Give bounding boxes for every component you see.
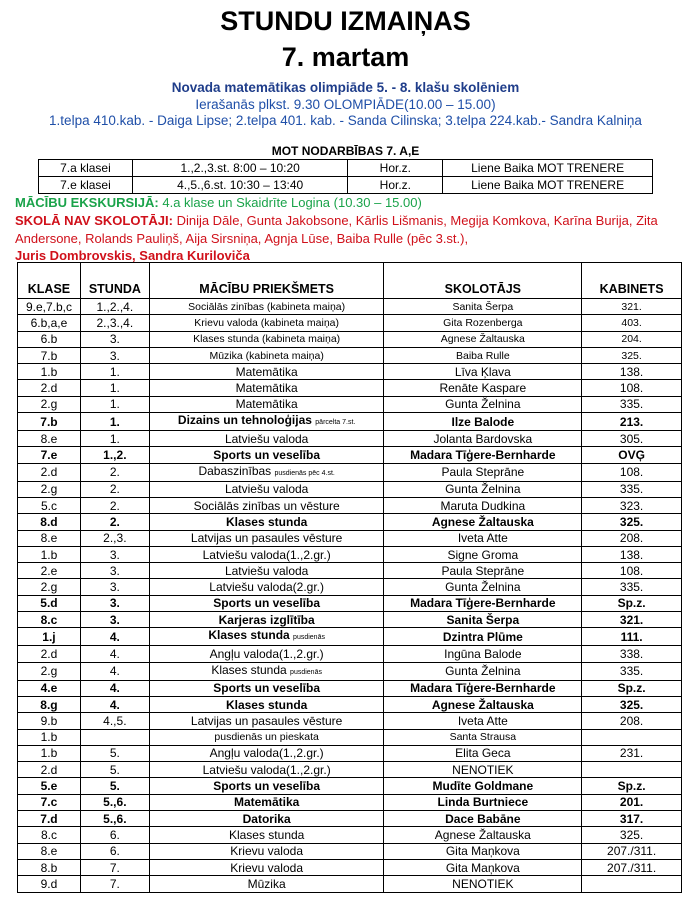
cell-subject <box>149 463 384 481</box>
cell-lesson: 7. <box>80 859 149 875</box>
subject-text: Matemātika <box>235 397 298 412</box>
table-row <box>18 347 682 363</box>
page-date: 7. martam <box>281 42 410 72</box>
cell-class: 2.d <box>18 463 81 481</box>
cell-subject <box>149 481 384 497</box>
table-row <box>18 413 682 431</box>
cell-teacher: Renāte Kaspare <box>384 380 582 396</box>
cell-lesson: 2.,3.,4. <box>80 315 149 331</box>
cell-subject <box>149 778 384 794</box>
cell-subject <box>149 713 384 729</box>
cell-subject <box>149 514 384 530</box>
cell-class: 7.d <box>18 811 81 827</box>
cell-lesson: 2. <box>80 463 149 481</box>
subject-text: Latvijas un pasaules vēsture <box>190 531 343 546</box>
cell-room: 207./311. <box>582 859 682 875</box>
cell-room: 338. <box>582 646 682 662</box>
cell-lesson: 6. <box>80 843 149 859</box>
cell-subject <box>149 680 384 696</box>
table-row <box>18 481 682 497</box>
cell-room: 335. <box>582 396 682 412</box>
cell-class: 1.b <box>18 729 81 745</box>
cell-teacher: Ilze Balode <box>384 413 582 431</box>
cell-subject <box>149 762 384 778</box>
subject-text: Sports un veselība <box>213 448 320 463</box>
subject-text: Krievu valoda <box>230 844 303 859</box>
cell-teacher: Jolanta Bardovska <box>384 431 582 447</box>
cell-lesson: 5. <box>80 778 149 794</box>
cell-class: 8.c <box>18 612 81 628</box>
cell-subject <box>149 563 384 579</box>
excursion-line <box>15 195 422 210</box>
cell-room: Sp.z. <box>582 680 682 696</box>
cell-class: 2.d <box>18 380 81 396</box>
mot-class: 7.e klasei <box>39 177 133 194</box>
cell-lesson: 7. <box>80 876 149 892</box>
subject-text: Klases stunda <box>208 628 290 643</box>
subject-text: Matemātika <box>235 381 298 396</box>
cell-teacher: Gita Maņkova <box>384 843 582 859</box>
mot-lessons: 4.,5.,6.st. 10:30 – 13:40 <box>132 177 348 194</box>
cell-class: 9.b <box>18 713 81 729</box>
cell-teacher: Ingūna Balode <box>384 646 582 662</box>
table-row <box>18 431 682 447</box>
cell-class: 9.e,7.b,c <box>18 299 81 315</box>
cell-class: 1.b <box>18 546 81 562</box>
cell-class: 7.b <box>18 413 81 431</box>
subject-text: Klases stunda <box>225 514 308 529</box>
header-lesson: STUNDA <box>80 263 149 299</box>
cell-teacher: Paula Steprāne <box>384 563 582 579</box>
cell-lesson: 3. <box>80 579 149 595</box>
table-row <box>18 331 682 347</box>
cell-subject <box>149 347 384 363</box>
mot-row <box>39 177 653 194</box>
cell-lesson: 4. <box>80 662 149 680</box>
absent-teachers <box>15 212 680 265</box>
cell-room: Sp.z. <box>582 778 682 794</box>
cell-subject <box>149 612 384 628</box>
cell-room: 321. <box>582 299 682 315</box>
table-header-row <box>18 263 682 299</box>
subject-text: Klases stunda <box>225 697 308 712</box>
cell-class: 2.g <box>18 662 81 680</box>
cell-subject <box>149 546 384 562</box>
cell-subject <box>149 595 384 611</box>
header-room: KABINETS <box>582 263 682 299</box>
cell-subject <box>149 447 384 463</box>
page-title: STUNDU IZMAIŅAS <box>220 6 471 36</box>
cell-room: 108. <box>582 380 682 396</box>
cell-lesson: 5.,6. <box>80 794 149 810</box>
cell-lesson: 3. <box>80 563 149 579</box>
subject-text: Sports un veselība <box>213 681 320 696</box>
cell-room: Sp.z. <box>582 595 682 611</box>
cell-room: 335. <box>582 481 682 497</box>
subject-text: Matemātika <box>233 795 300 810</box>
cell-lesson: 3. <box>80 612 149 628</box>
cell-room: 108. <box>582 463 682 481</box>
cell-room: 323. <box>582 497 682 513</box>
cell-class: 5.c <box>18 497 81 513</box>
cell-class: 2.e <box>18 563 81 579</box>
table-row <box>18 859 682 875</box>
cell-room: 208. <box>582 713 682 729</box>
cell-subject <box>149 843 384 859</box>
table-row <box>18 299 682 315</box>
cell-lesson: 1. <box>80 364 149 380</box>
cell-subject <box>149 364 384 380</box>
cell-room: 111. <box>582 628 682 646</box>
table-row <box>18 811 682 827</box>
absent-label: SKOLĀ NAV SKOLOTĀJI: <box>15 213 173 228</box>
cell-lesson: 3. <box>80 347 149 363</box>
subject-text: Sports un veselība <box>213 779 320 794</box>
cell-teacher: Santa Strausa <box>384 729 582 745</box>
olympiad-heading: Novada matemātikas olimpiāde 5. - 8. klašu skolēniem <box>171 80 520 95</box>
cell-lesson: 2. <box>80 514 149 530</box>
cell-class: 8.e <box>18 431 81 447</box>
table-row <box>18 579 682 595</box>
mot-table <box>38 159 653 194</box>
cell-teacher: NENOTIEK <box>384 762 582 778</box>
cell-teacher: Madara Tīģere-Bernharde <box>384 447 582 463</box>
header-subject: MĀCĪBU PRIEKŠMETS <box>149 263 384 299</box>
cell-lesson <box>80 729 149 745</box>
table-row <box>18 497 682 513</box>
mot-teacher: Liene Baika MOT TRENERE <box>443 160 653 177</box>
subject-text: Klases stunda <box>211 662 287 677</box>
cell-teacher: Mudīte Goldmane <box>384 778 582 794</box>
table-row <box>18 380 682 396</box>
cell-class: 4.e <box>18 680 81 696</box>
table-row <box>18 628 682 646</box>
cell-room: 335. <box>582 662 682 680</box>
cell-teacher: Maruta Dudkina <box>384 497 582 513</box>
cell-lesson: 1. <box>80 380 149 396</box>
cell-room: 325. <box>582 347 682 363</box>
cell-class: 8.c <box>18 827 81 843</box>
cell-teacher: Agnese Žaltauska <box>384 696 582 712</box>
cell-room <box>582 876 682 892</box>
cell-room: 305. <box>582 431 682 447</box>
cell-class: 6.b,a,e <box>18 315 81 331</box>
cell-teacher: Sanita Šerpa <box>384 612 582 628</box>
cell-room <box>582 729 682 745</box>
cell-class: 9.d <box>18 876 81 892</box>
cell-teacher: Gunta Želnina <box>384 662 582 680</box>
subject-text: Angļu valoda(1.,2.gr.) <box>209 746 324 761</box>
table-row <box>18 396 682 412</box>
cell-lesson: 4. <box>80 680 149 696</box>
table-row <box>18 827 682 843</box>
cell-room: 204. <box>582 331 682 347</box>
cell-room: 207./311. <box>582 843 682 859</box>
table-row <box>18 794 682 810</box>
table-row <box>18 530 682 546</box>
cell-teacher: Baiba Rulle <box>384 347 582 363</box>
cell-subject <box>149 380 384 396</box>
mot-row <box>39 160 653 177</box>
cell-lesson: 1. <box>80 431 149 447</box>
cell-teacher: NENOTIEK <box>384 876 582 892</box>
subject-text: Latviešu valoda(1.,2.gr.) <box>202 547 331 562</box>
cell-subject <box>149 811 384 827</box>
table-row <box>18 364 682 380</box>
cell-lesson: 1.,2.,4. <box>80 299 149 315</box>
cell-teacher: Elita Geca <box>384 745 582 761</box>
cell-room: OVĢ <box>582 447 682 463</box>
subject-text: Karjeras izglītība <box>218 612 315 627</box>
subject-text: pusdienās un pieskata <box>214 731 319 744</box>
subject-text: Krievu valoda <box>230 860 303 875</box>
header-teacher: SKOLOTĀJS <box>384 263 582 299</box>
cell-lesson: 6. <box>80 827 149 843</box>
cell-subject <box>149 859 384 875</box>
cell-subject <box>149 579 384 595</box>
cell-room: 213. <box>582 413 682 431</box>
olympiad-time: Ierašanās plkst. 9.30 OLOMPIĀDE(10.00 – 15.00) <box>195 97 496 112</box>
cell-room: 325. <box>582 514 682 530</box>
cell-subject <box>149 497 384 513</box>
cell-room: 108. <box>582 563 682 579</box>
subject-text: Dabaszinības <box>198 463 272 478</box>
cell-lesson: 3. <box>80 546 149 562</box>
cell-subject <box>149 331 384 347</box>
table-row <box>18 729 682 745</box>
cell-class: 5.d <box>18 595 81 611</box>
mot-class: 7.a klasei <box>39 160 133 177</box>
mot-room: Hor.z. <box>348 177 443 194</box>
cell-lesson: 3. <box>80 331 149 347</box>
cell-teacher: Sanita Šerpa <box>384 299 582 315</box>
cell-class: 7.b <box>18 347 81 363</box>
table-row <box>18 778 682 794</box>
subject-text: Latviešu valoda <box>224 563 309 578</box>
table-row <box>18 646 682 662</box>
cell-subject <box>149 530 384 546</box>
subject-text: Mūzika <box>247 876 286 891</box>
cell-subject <box>149 628 384 646</box>
cell-lesson: 1. <box>80 413 149 431</box>
subject-note: pusdienās <box>293 634 325 642</box>
cell-subject <box>149 696 384 712</box>
cell-subject <box>149 396 384 412</box>
cell-class: 5.e <box>18 778 81 794</box>
table-row <box>18 563 682 579</box>
header-class: KLASE <box>18 263 81 299</box>
cell-teacher: Gunta Želnina <box>384 481 582 497</box>
cell-class: 8.d <box>18 514 81 530</box>
cell-class: 2.g <box>18 481 81 497</box>
cell-lesson: 4. <box>80 696 149 712</box>
mot-lessons: 1.,2.,3.st. 8:00 – 10:20 <box>132 160 348 177</box>
cell-class: 2.g <box>18 396 81 412</box>
cell-teacher: Iveta Atte <box>384 713 582 729</box>
cell-teacher: Gita Maņkova <box>384 859 582 875</box>
excursion-text: 4.a klase un Skaidrīte Logina (10.30 – 15.00) <box>162 195 422 210</box>
subject-text: Sociālās zinības un vēsture <box>193 498 340 513</box>
subject-text: Matemātika <box>235 364 298 379</box>
cell-subject <box>149 299 384 315</box>
subject-note: pusdienās pēc 4.st. <box>274 469 335 477</box>
cell-teacher: Madara Tīģere-Bernharde <box>384 680 582 696</box>
cell-subject <box>149 315 384 331</box>
cell-class: 7.e <box>18 447 81 463</box>
cell-subject <box>149 662 384 680</box>
olympiad-rooms: 1.telpa 410.kab. - Daiga Lipse; 2.telpa 401. kab. - Sanda Cilinska; 3.telpa 224.kab.- Sandra Kalniņa <box>49 113 642 128</box>
cell-teacher: Signe Groma <box>384 546 582 562</box>
cell-teacher: Paula Steprāne <box>384 463 582 481</box>
table-row <box>18 876 682 892</box>
table-row <box>18 315 682 331</box>
cell-lesson: 5. <box>80 745 149 761</box>
cell-teacher: Gunta Želnina <box>384 579 582 595</box>
cell-room: 403. <box>582 315 682 331</box>
cell-teacher: Agnese Žaltauska <box>384 514 582 530</box>
cell-room: 317. <box>582 811 682 827</box>
subject-text: Datorika <box>242 811 291 826</box>
cell-subject <box>149 646 384 662</box>
cell-teacher: Iveta Atte <box>384 530 582 546</box>
mot-title: MOT NODARBĪBAS 7. A,E <box>271 144 420 158</box>
cell-class: 8.g <box>18 696 81 712</box>
table-row <box>18 612 682 628</box>
cell-teacher: Agnese Žaltauska <box>384 331 582 347</box>
subject-text: Sociālās zinības (kabineta maiņa) <box>188 300 346 313</box>
cell-room: 321. <box>582 612 682 628</box>
cell-room: 335. <box>582 579 682 595</box>
table-row <box>18 662 682 680</box>
absent-list-bold: Juris Dombrovskis, Sandra Kuriloviča <box>15 248 250 263</box>
cell-class: 1.b <box>18 364 81 380</box>
cell-class: 2.d <box>18 762 81 778</box>
mot-teacher: Liene Baika MOT TRENERE <box>443 177 653 194</box>
subject-text: Latviešu valoda(1.,2.gr.) <box>202 762 331 777</box>
table-row <box>18 546 682 562</box>
cell-subject <box>149 413 384 431</box>
subject-text: Klases stunda (kabineta maiņa) <box>193 333 341 346</box>
table-row <box>18 843 682 859</box>
excursion-label: MĀCĪBU EKSKURSIJĀ: <box>15 195 159 210</box>
cell-room: 208. <box>582 530 682 546</box>
cell-subject <box>149 794 384 810</box>
cell-class: 6.b <box>18 331 81 347</box>
table-row <box>18 463 682 481</box>
subject-note: pusdienās <box>290 668 322 676</box>
cell-class: 1.j <box>18 628 81 646</box>
cell-teacher: Madara Tīģere-Bernharde <box>384 595 582 611</box>
cell-lesson: 2.,3. <box>80 530 149 546</box>
table-row <box>18 762 682 778</box>
cell-lesson: 2. <box>80 481 149 497</box>
cell-lesson: 4. <box>80 628 149 646</box>
cell-class: 7.c <box>18 794 81 810</box>
subject-text: Latvijas un pasaules vēsture <box>190 713 343 728</box>
cell-lesson: 1.,2. <box>80 447 149 463</box>
subject-text: Latviešu valoda(2.gr.) <box>209 580 325 595</box>
cell-lesson: 3. <box>80 595 149 611</box>
changes-table <box>17 262 682 893</box>
cell-teacher: Linda Burtniece <box>384 794 582 810</box>
cell-lesson: 2. <box>80 497 149 513</box>
cell-room: 138. <box>582 364 682 380</box>
absent-list: Dinija Dāle, Gunta Jakobsone, Kārlis Lišmanis, Megija Komkova, Karīna Burija, Zita Andersone, Rolands Pauliņš, Aija Sirsniņa, Agnja Lūse, Baiba Rulle (pēc 3.st.), <box>15 213 658 246</box>
table-row <box>18 447 682 463</box>
cell-room: 138. <box>582 546 682 562</box>
cell-teacher: Gunta Želnina <box>384 396 582 412</box>
cell-class: 8.e <box>18 530 81 546</box>
cell-subject <box>149 431 384 447</box>
cell-room <box>582 762 682 778</box>
table-row <box>18 713 682 729</box>
subject-text: Mūzika (kabineta maiņa) <box>209 349 324 362</box>
cell-subject <box>149 876 384 892</box>
cell-room: 325. <box>582 827 682 843</box>
table-row <box>18 696 682 712</box>
cell-subject <box>149 729 384 745</box>
subject-note: pārcelta 7.st. <box>315 419 356 427</box>
table-row <box>18 745 682 761</box>
subject-text: Latviešu valoda <box>224 482 309 497</box>
subject-text: Krievu valoda (kabineta maiņa) <box>194 316 340 329</box>
cell-subject <box>149 827 384 843</box>
cell-teacher: Gita Rozenberga <box>384 315 582 331</box>
cell-class: 1.b <box>18 745 81 761</box>
subject-text: Dizains un tehnoloģijas <box>177 413 312 428</box>
subject-text: Latviešu valoda <box>224 431 309 446</box>
subject-text: Klases stunda <box>228 827 305 842</box>
cell-room: 325. <box>582 696 682 712</box>
cell-class: 8.b <box>18 859 81 875</box>
cell-lesson: 1. <box>80 396 149 412</box>
cell-teacher: Dzintra Plūme <box>384 628 582 646</box>
table-row <box>18 680 682 696</box>
table-row <box>18 595 682 611</box>
cell-room: 201. <box>582 794 682 810</box>
cell-subject <box>149 745 384 761</box>
cell-lesson: 4. <box>80 646 149 662</box>
cell-room: 231. <box>582 745 682 761</box>
cell-class: 2.g <box>18 579 81 595</box>
cell-lesson: 5. <box>80 762 149 778</box>
subject-text: Sports un veselība <box>213 596 320 611</box>
cell-lesson: 4.,5. <box>80 713 149 729</box>
mot-room: Hor.z. <box>348 160 443 177</box>
cell-class: 8.e <box>18 843 81 859</box>
cell-class: 2.d <box>18 646 81 662</box>
cell-teacher: Agnese Žaltauska <box>384 827 582 843</box>
table-row <box>18 514 682 530</box>
cell-teacher: Līva Ķlava <box>384 364 582 380</box>
subject-text: Angļu valoda(1.,2.gr.) <box>209 646 324 661</box>
cell-teacher: Dace Babāne <box>384 811 582 827</box>
cell-lesson: 5.,6. <box>80 811 149 827</box>
